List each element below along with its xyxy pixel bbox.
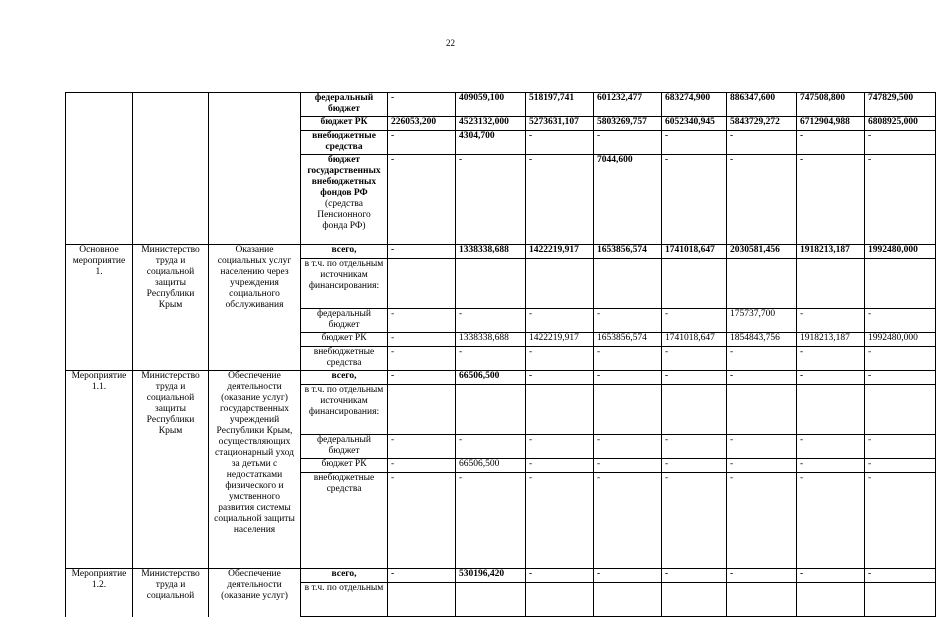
funding-source-cell	[301, 371, 388, 385]
value-cell: -	[797, 131, 865, 155]
funding-source-cell	[301, 347, 388, 371]
funding-source-cell	[301, 309, 388, 333]
value-cell: -	[526, 569, 594, 583]
value-cell: 7044,600	[594, 155, 662, 245]
funding-source-label: бюджет РК	[321, 459, 367, 469]
funding-source-label: внебюджетные средства	[312, 131, 376, 152]
value-cell: -	[594, 473, 662, 569]
description-cell: Оказание социальных услуг населению через учреждения социального обслуживания	[209, 245, 301, 371]
value-cell: -	[865, 459, 936, 473]
value-cell: -	[388, 459, 456, 473]
funding-source-label: всего,	[331, 371, 357, 381]
value-cell: 1992480,000	[865, 245, 936, 259]
value-cell: -	[526, 371, 594, 385]
value-cell: -	[526, 309, 594, 333]
value-cell: -	[526, 347, 594, 371]
funding-source-label: бюджет РК	[320, 117, 368, 127]
funding-source-label: бюджет государственных внебюджетных фондов РФ	[307, 155, 381, 198]
value-cell: -	[388, 569, 456, 583]
value-cell	[662, 583, 727, 617]
value-cell	[456, 385, 526, 435]
value-cell	[662, 259, 727, 309]
value-cell: -	[594, 435, 662, 459]
funding-source-cell	[301, 259, 388, 309]
value-cell: -	[727, 459, 797, 473]
value-cell	[797, 259, 865, 309]
value-cell: -	[594, 569, 662, 583]
funding-source-label: федеральный бюджет	[314, 93, 374, 114]
value-cell: 886347,600	[727, 93, 797, 117]
description-cell: Обеспечение деятельности (оказание услуг)	[209, 569, 301, 617]
value-cell	[526, 259, 594, 309]
funding-source-label: в т.ч. по отдельным источникам финансирования:	[304, 259, 384, 291]
value-cell: 5273631,107	[526, 117, 594, 131]
value-cell: -	[526, 435, 594, 459]
value-cell: 1741018,647	[662, 245, 727, 259]
value-cell: -	[594, 309, 662, 333]
value-cell: -	[797, 309, 865, 333]
value-cell: 1338338,688	[456, 245, 526, 259]
value-cell: 683274,900	[662, 93, 727, 117]
value-cell: -	[727, 347, 797, 371]
value-cell: -	[526, 131, 594, 155]
value-cell: 409059,100	[456, 93, 526, 117]
value-cell: -	[388, 245, 456, 259]
value-cell: 4304,700	[456, 131, 526, 155]
value-cell: 2030581,456	[727, 245, 797, 259]
value-cell	[594, 385, 662, 435]
value-cell: 66506,500	[456, 371, 526, 385]
value-cell: -	[388, 435, 456, 459]
funding-source-label: федеральный бюджет	[317, 309, 371, 330]
value-cell: -	[865, 131, 936, 155]
value-cell: 1422219,917	[526, 245, 594, 259]
event-cell: Мероприятие 1.2.	[66, 569, 133, 617]
value-cell: 6052340,945	[662, 117, 727, 131]
value-cell: -	[388, 347, 456, 371]
funding-source-cell	[301, 459, 388, 473]
table-row	[66, 569, 936, 583]
value-cell: -	[526, 459, 594, 473]
value-cell: 1854843,756	[727, 333, 797, 347]
value-cell: 5843729,272	[727, 117, 797, 131]
value-cell: -	[662, 435, 727, 459]
value-cell	[526, 385, 594, 435]
table-row	[66, 93, 936, 117]
description-cell: Обеспечение деятельности (оказание услуг) государственных учреждений Республики Крым, осуществляющих стационарный уход за детьми с недостатками физического и умственного развития системы социальной защиты населения	[209, 371, 301, 569]
table-row	[66, 371, 936, 385]
value-cell: -	[797, 371, 865, 385]
executor-cell: Министерство труда и социальной защиты Республики Крым	[133, 371, 209, 569]
value-cell: 1422219,917	[526, 333, 594, 347]
value-cell: -	[388, 93, 456, 117]
financing-table	[65, 92, 936, 617]
value-cell: -	[456, 309, 526, 333]
funding-source-label: в т.ч. по отдельным источникам финансирования:	[304, 385, 384, 417]
value-cell: -	[388, 473, 456, 569]
value-cell: -	[797, 155, 865, 245]
value-cell: -	[594, 347, 662, 371]
funding-source-label: бюджет РК	[321, 333, 367, 343]
funding-source-cell	[301, 473, 388, 569]
value-cell: -	[388, 371, 456, 385]
value-cell: -	[388, 131, 456, 155]
value-cell: -	[662, 473, 727, 569]
value-cell: -	[865, 371, 936, 385]
value-cell: 747508,800	[797, 93, 865, 117]
page-number: 22	[446, 38, 455, 48]
executor-cell	[133, 93, 209, 245]
value-cell: -	[797, 347, 865, 371]
value-cell	[456, 259, 526, 309]
value-cell: -	[797, 569, 865, 583]
funding-source-label: всего,	[331, 245, 357, 255]
value-cell	[865, 385, 936, 435]
value-cell: -	[456, 435, 526, 459]
value-cell: 1653856,574	[594, 245, 662, 259]
value-cell: -	[526, 473, 594, 569]
value-cell: -	[865, 569, 936, 583]
value-cell	[727, 259, 797, 309]
value-cell: 4523132,000	[456, 117, 526, 131]
funding-source-label: внебюджетные средства	[313, 347, 375, 368]
value-cell	[727, 583, 797, 617]
funding-source-label: всего,	[331, 569, 357, 579]
funding-source-note: (средства Пенсионного фонда РФ)	[317, 199, 371, 231]
value-cell	[662, 385, 727, 435]
value-cell: -	[727, 569, 797, 583]
funding-source-cell	[301, 155, 388, 245]
value-cell: -	[865, 435, 936, 459]
funding-source-cell	[301, 333, 388, 347]
funding-source-cell	[301, 117, 388, 131]
value-cell: -	[388, 333, 456, 347]
value-cell: -	[662, 371, 727, 385]
value-cell	[526, 583, 594, 617]
value-cell	[594, 583, 662, 617]
value-cell: 6808925,000	[865, 117, 936, 131]
value-cell: -	[727, 155, 797, 245]
value-cell: -	[797, 473, 865, 569]
value-cell: -	[865, 347, 936, 371]
value-cell: -	[865, 473, 936, 569]
funding-source-label: федеральный бюджет	[317, 435, 371, 456]
value-cell: 1992480,000	[865, 333, 936, 347]
value-cell	[797, 583, 865, 617]
value-cell: 530196,420	[456, 569, 526, 583]
funding-source-cell	[301, 93, 388, 117]
value-cell: 1918213,187	[797, 245, 865, 259]
value-cell: -	[727, 371, 797, 385]
table-row	[66, 245, 936, 259]
value-cell	[865, 259, 936, 309]
funding-source-cell	[301, 435, 388, 459]
value-cell: -	[456, 473, 526, 569]
funding-source-cell	[301, 131, 388, 155]
event-cell	[66, 93, 133, 245]
value-cell: -	[727, 131, 797, 155]
value-cell: -	[662, 347, 727, 371]
value-cell: -	[865, 309, 936, 333]
value-cell: -	[594, 459, 662, 473]
event-cell: Основное мероприятие 1.	[66, 245, 133, 371]
value-cell: -	[727, 435, 797, 459]
funding-source-cell	[301, 569, 388, 583]
value-cell: 518197,741	[526, 93, 594, 117]
value-cell: -	[662, 569, 727, 583]
value-cell: -	[797, 435, 865, 459]
executor-cell: Министерство труда и социальной защиты Республики Крым	[133, 245, 209, 371]
value-cell: -	[388, 309, 456, 333]
value-cell: 5803269,757	[594, 117, 662, 131]
funding-source-cell	[301, 583, 388, 617]
value-cell: -	[456, 347, 526, 371]
value-cell	[388, 259, 456, 309]
value-cell	[797, 385, 865, 435]
value-cell	[388, 583, 456, 617]
value-cell: -	[594, 371, 662, 385]
event-cell: Мероприятие 1.1.	[66, 371, 133, 569]
value-cell	[594, 259, 662, 309]
value-cell: -	[727, 473, 797, 569]
value-cell: 175737,700	[727, 309, 797, 333]
value-cell: 1741018,647	[662, 333, 727, 347]
funding-source-cell	[301, 245, 388, 259]
value-cell: -	[594, 131, 662, 155]
value-cell: 601232,477	[594, 93, 662, 117]
value-cell: -	[797, 459, 865, 473]
value-cell: 747829,500	[865, 93, 936, 117]
value-cell: -	[388, 155, 456, 245]
value-cell: -	[662, 459, 727, 473]
value-cell: -	[662, 309, 727, 333]
value-cell: 6712904,988	[797, 117, 865, 131]
value-cell: -	[662, 131, 727, 155]
value-cell	[727, 385, 797, 435]
executor-cell: Министерство труда и социальной	[133, 569, 209, 617]
value-cell	[865, 583, 936, 617]
funding-source-label: внебюджетные средства	[313, 473, 375, 494]
funding-source-cell	[301, 385, 388, 435]
value-cell: 226053,200	[388, 117, 456, 131]
value-cell: -	[865, 155, 936, 245]
value-cell	[456, 583, 526, 617]
funding-source-label: в т.ч. по отдельным	[304, 583, 384, 593]
value-cell: -	[456, 155, 526, 245]
value-cell: 1653856,574	[594, 333, 662, 347]
description-cell	[209, 93, 301, 245]
value-cell: -	[662, 155, 727, 245]
value-cell: 1918213,187	[797, 333, 865, 347]
value-cell: -	[526, 155, 594, 245]
value-cell: 1338338,688	[456, 333, 526, 347]
value-cell: 66506,500	[456, 459, 526, 473]
value-cell	[388, 385, 456, 435]
